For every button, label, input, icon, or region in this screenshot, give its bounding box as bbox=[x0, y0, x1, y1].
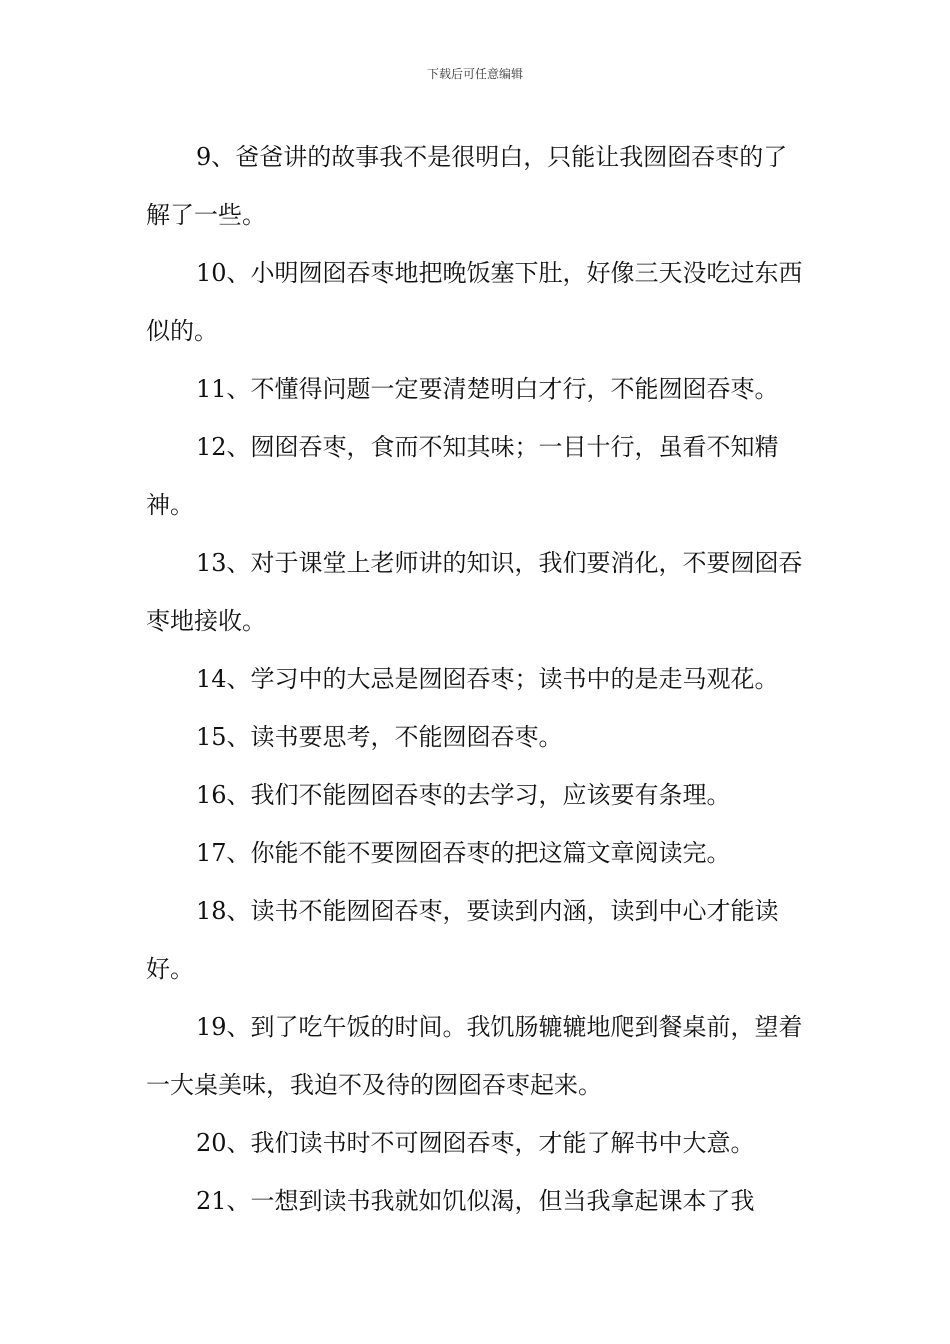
paragraph-9: 9、爸爸讲的故事我不是很明白，只能让我囫囵吞枣的了解了一些。 bbox=[146, 143, 788, 229]
page-header: 下载后可任意编辑 bbox=[426, 67, 523, 81]
paragraph-19: 19、到了吃午饭的时间。我饥肠辘辘地爬到餐桌前，望着一大桌美味，我迫不及待的囫囵吞枣起来。 bbox=[146, 1013, 803, 1099]
paragraph-12: 12、囫囵吞枣，食而不知其味；一目十行，虽看不知精神。 bbox=[146, 433, 779, 519]
paragraph-10: 10、小明囫囵吞枣地把晚饭塞下肚，好像三天没吃过东西似的。 bbox=[146, 259, 803, 345]
paragraph-15: 15、读书要思考，不能囫囵吞枣。 bbox=[196, 723, 563, 751]
paragraph-16: 16、我们不能囫囵吞枣的去学习，应该要有条理。 bbox=[196, 781, 731, 809]
paragraph-14: 14、学习中的大忌是囫囵吞枣；读书中的是走马观花。 bbox=[196, 665, 779, 693]
paragraph-21: 21、一想到读书我就如饥似渴，但当我拿起课本了我 bbox=[196, 1187, 755, 1215]
document-body bbox=[146, 128, 810, 1230]
paragraph-13: 13、对于课堂上老师讲的知识，我们要消化，不要囫囵吞枣地接收。 bbox=[146, 549, 803, 635]
paragraph-17: 17、你能不能不要囫囵吞枣的把这篇文章阅读完。 bbox=[196, 839, 731, 867]
paragraph-18: 18、读书不能囫囵吞枣，要读到内涵，读到中心才能读好。 bbox=[146, 897, 779, 983]
paragraph-11: 11、不懂得问题一定要清楚明白才行，不能囫囵吞枣。 bbox=[196, 375, 779, 403]
paragraph-20: 20、我们读书时不可囫囵吞枣，才能了解书中大意。 bbox=[196, 1129, 755, 1157]
